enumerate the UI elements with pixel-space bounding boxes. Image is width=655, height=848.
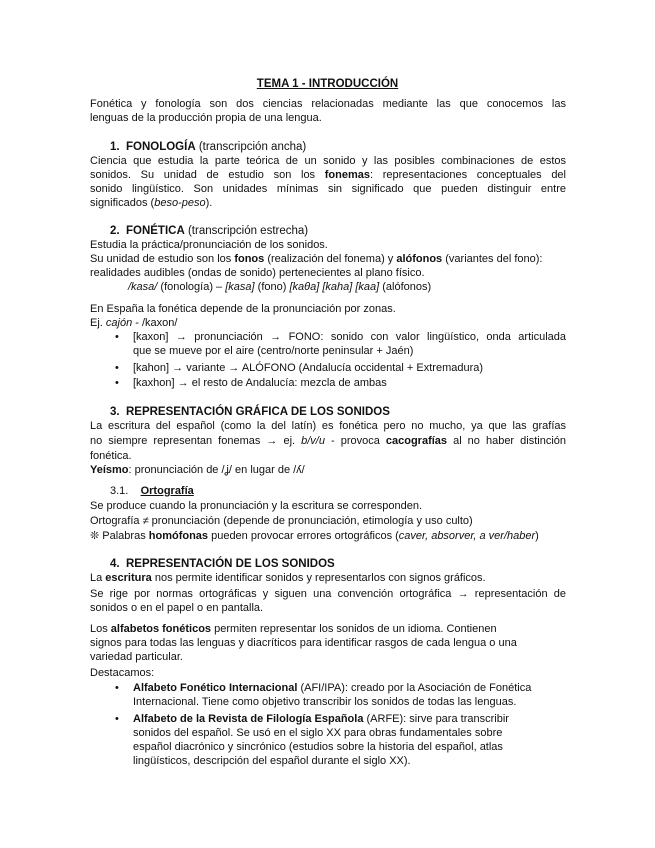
s4-line-7: Destacamos: [90,667,155,679]
s1-line-4: significados (beso-peso). [90,197,213,209]
s4-line-3: sonidos o en el papel o en pantalla. [90,602,264,614]
section-title: FONÉTICA [125,225,185,237]
bullet-icon: • [115,331,119,343]
s4-line-1: La escritura nos permite identificar sonidos y representarlos con signos gráficos. [90,572,486,584]
s2-line-5: En España la fonética depende de la pronunciación por zonas. [90,303,396,315]
s4-bullet-1-line-1: Alfabeto Fonético Internacional (AFI/IPA): creado por la Asociación de Fonética [133,682,532,694]
s2-line-1: Estudia la práctica/pronunciación de los sonidos. [90,239,328,251]
s3-line-1: La escritura del español (como la del latín) es fonética pero no mucho, ya que las grafías [90,420,566,432]
s2-line-3: realidades audibles (ondas de sonido) pertenecientes al plano físico. [90,267,425,279]
intro-line-1: Fonética y fonología son dos ciencias relacionadas mediante las que conocemos las [90,98,566,110]
bullet-icon: • [115,377,119,389]
bullet-icon: • [115,682,119,694]
section-title: REPRESENTACIÓN DE LOS SONIDOS [125,558,335,570]
s1-line-2: sonidos. Su unidad de estudio son los fonemas: representaciones conceptuales del [90,169,566,181]
subsection-title: Ortografía [140,485,194,497]
section-number: 2. [110,225,120,237]
section-number: 3. [110,406,120,418]
s1-line-1: Ciencia que estudia la parte teórica de un sonido y las posibles combinaciones de estos [90,155,566,167]
s4-line-5: signos para todas las lenguas y diacríticos para identificar rasgos de cada lengua o una [90,637,517,649]
bullet-icon: • [115,362,119,374]
section-number: 1. [110,141,120,153]
s2-line-2: Su unidad de estudio son los fonos (realización del fonema) y alófonos (variantes del fono): [90,253,543,265]
s3-ortografia-line-3: ❊ Palabras homófonas pueden provocar errores ortográficos (caver, absorver, a ver/haber) [90,530,539,542]
bullet-icon: • [115,713,119,725]
s2-bullet-1-line-1: [kaxon] → pronunciación → FONO: sonido con valor lingüístico, onda articulada [133,331,566,343]
s3-ortografia-line-2: Ortografía ≠ pronunciación (depende de pronunciación, etimología y uso culto) [90,515,473,527]
s4-bullet-1-line-2: Internacional. Tiene como objetivo transcribir los sonidos de todas las lenguas. [133,696,517,708]
s3-line-2: no siempre representan fonemas → ej. b/v/u - provoca cacografías al no haber distinción [90,435,566,447]
s3-line-4: Yeísmo: pronunciación de /ʝ/ en lugar de /ʎ/ [90,464,305,476]
s2-line-6: Ej. cajón - /kaxon/ [90,317,178,329]
s3-ortografia-line-1: Se produce cuando la pronunciación y la escritura se corresponden. [90,500,423,512]
s2-bullet-1-line-2: que se mueve por el aire (centro/norte peninsular + Jaén) [133,345,414,357]
section-4-heading [110,557,586,571]
subsection-number: 3.1. [110,485,129,497]
section-subtitle: (transcripción estrecha) [187,225,309,237]
s4-line-4: Los alfabetos fonéticos permiten representar los sonidos de un idioma. Contienen [90,623,497,635]
s2-line-4: /kasa/ (fonología) – [kasa] (fono) [kaθa] [kaha] [kaa] (alófonos) [128,281,432,293]
s4-bullet-2-line-1: Alfabeto de la Revista de Filología Española (ARFE): sirve para transcribir [133,713,509,725]
s4-bullet-2-line-3: español diacrónico y sincrónico (estudios sobre la historia del español, atlas [133,741,503,753]
intro-line-2: lenguas de la producción propia de una lengua. [90,112,322,124]
s3-line-3: fonética. [90,450,132,462]
section-1-heading [110,140,586,154]
s4-line-2: Se rige por normas ortográficas y siguen una convención ortográfica → representación de [90,588,566,600]
section-2-heading [110,224,586,238]
s4-bullet-2-line-4: lingüísticos, descripción del español durante el siglo XX). [133,755,411,767]
s4-bullet-2-line-2: sonidos del español. Se usó en el siglo XX para obras fundamentales sobre [133,727,503,739]
section-title: FONOLOGÍA [125,141,196,153]
section-subtitle: (transcripción ancha) [198,141,307,153]
subsection-3-1-heading [110,484,586,498]
section-title: REPRESENTACIÓN GRÁFICA DE LOS SONIDOS [125,406,390,418]
s2-bullet-3: [kaxhon] → el resto de Andalucía: mezcla de ambas [133,377,387,389]
section-number: 4. [110,558,120,570]
s2-bullet-2: [kahon] → variante → ALÓFONO (Andalucía occidental + Extremadura) [133,362,484,374]
page-title: TEMA 1 - INTRODUCCIÓN [256,78,399,90]
s1-line-3: sonido lingüístico. Son unidades mínimas sin significado que pueden distinguir entre [90,183,566,195]
s4-line-6: variedad particular. [90,651,183,663]
section-3-heading [110,405,586,419]
